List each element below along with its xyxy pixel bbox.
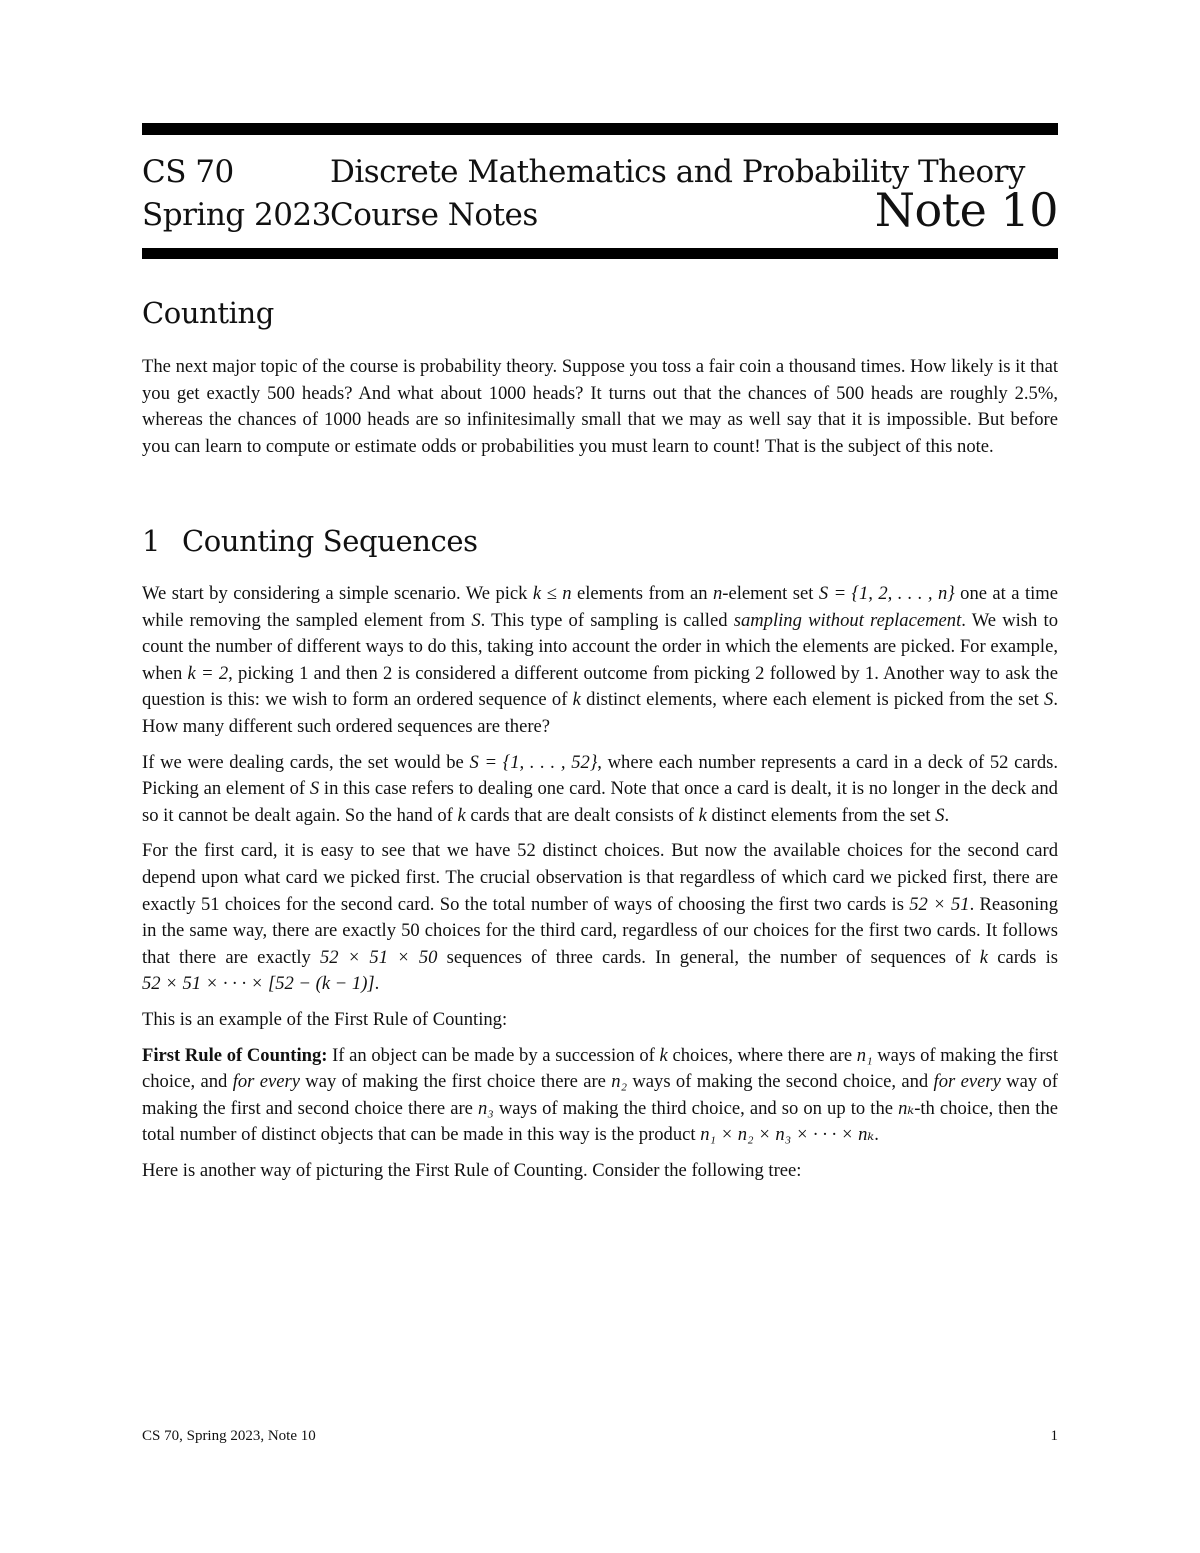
math-inline: n₃	[477, 1097, 494, 1119]
header-top-rule	[142, 123, 1058, 135]
term: Spring 2023	[142, 197, 331, 233]
emphasis-term: for every	[232, 1071, 300, 1093]
math-inline: k	[979, 946, 989, 968]
math-inline: n₂	[611, 1071, 628, 1093]
math-inline: S	[935, 804, 945, 826]
math-inline: k	[698, 804, 707, 826]
paragraph-choices: For the first card, it is easy to see that we have 52 distinct choices. But now the available choices for the second card depend upon what card we picked first. The crucial observation is that regardless of which card we picked first, there are exactly 51 choices for the second card. So the total number of ways of choosing the first two cards is 52 × 51. Reasoning in the same way, there are exactly 50 choices for the third card, regardless of our choices for the first two cards. It follows that there are exactly 52 × 51 × 50 sequences of three cards. In general, the number of sequences of k cards is 52 × 51 × · · · × [52 − (k − 1)].	[142, 840, 1058, 995]
math-inline: S	[309, 778, 320, 800]
paragraph-example: This is an example of the First Rule of Counting:	[142, 1008, 508, 1030]
math-inline: S	[1044, 689, 1054, 711]
rule-label: First Rule of Counting:	[142, 1044, 328, 1066]
math-inline: S = {1, 2, . . . , n}	[818, 583, 955, 604]
section-heading	[142, 524, 478, 558]
paragraph-first-rule: First Rule of Counting: If an object can be made by a succession of k choices, where there are n₁ ways of making the first choice, and for every way of making the first choice there are n₂ ways of making the second choice, and for every way of making the first and second choice there are n₃ ways of making the third choice, and so on up to the nₖ-th choice, then the total number of distinct objects that can be made in this way is the product n₁ × n₂ × n₃ × · · · × nₖ.	[142, 1044, 1058, 1146]
intro-body	[142, 354, 1058, 460]
paragraph-tree-intro: Here is another way of picturing the First Rule of Counting. Consider the following tree:	[142, 1159, 802, 1181]
math-inline: nₖ	[898, 1097, 915, 1119]
course-code: CS 70	[142, 154, 234, 190]
course-title: Discrete Mathematics and Probability Theory	[330, 154, 1025, 190]
paragraph-sampling: We start by considering a simple scenario. We pick k ≤ n elements from an n-element set S = {1, 2, . . . , n} one at a time while removing the sampled element from S. This type of sampling is called sampling without replacement. We wish to count the number of different ways to do this, taking into account the order in which the elements are picked. For example, when k = 2, picking 1 and then 2 is considered a different outcome from picking 2 followed by 1. Another way to ask the question is this: we wish to form an ordered sequence of k distinct elements, where each element is picked from the set S. How many different such ordered sequences are there?	[142, 583, 1058, 737]
math-inline: k ≤ n	[532, 583, 572, 604]
page-number: 1	[1050, 1428, 1058, 1444]
math-inline: k	[659, 1044, 668, 1066]
math-inline: k	[457, 804, 466, 826]
section-body	[142, 581, 1058, 1184]
section-title: Counting Sequences	[182, 524, 478, 558]
section-number: 1	[142, 524, 161, 558]
math-inline: 52 × 51 × 50	[320, 946, 438, 968]
math-inline: S = {1, . . . , 52}	[469, 751, 598, 773]
math-inline: n₁	[856, 1044, 873, 1066]
math-inline: k = 2	[187, 662, 229, 684]
math-inline: S	[471, 609, 481, 631]
math-inline: 52 × 51	[909, 893, 970, 915]
intro-heading: Counting	[142, 296, 274, 330]
footer-text: CS 70, Spring 2023, Note 10	[142, 1428, 316, 1444]
emphasis-term: sampling without replacement	[733, 609, 962, 631]
course-subtitle: Course Notes	[330, 197, 538, 233]
header-bottom-rule	[142, 248, 1058, 259]
math-inline: 52 × 51 × · · · × [52 − (k − 1)]	[142, 973, 375, 995]
intro-paragraph: The next major topic of the course is probability theory. Suppose you toss a fair coin a thousand times. How likely is it that you get exactly 500 heads? And what about 1000 heads? It turns out that the chances of 500 heads are roughly 2.5%, whereas the chances of 1000 heads are so infinitesimally small that we may as well say that it is impossible. But before you can learn to compute or estimate odds or probabilities you must learn to count! That is the subject of this note.	[142, 356, 1058, 457]
note-label: Note 10	[874, 183, 1058, 237]
math-inline: n	[713, 583, 723, 604]
paragraph-cards: If we were dealing cards, the set would be S = {1, . . . , 52}, where each number represents a card in a deck of 52 cards. Picking an element of S in this case refers to dealing one card. Note that once a card is dealt, it is no longer in the deck and so it cannot be dealt again. So the hand of k cards that are dealt consists of k distinct elements from the set S.	[142, 751, 1059, 826]
math-inline: n₁ × n₂ × n₃ × · · · × nₖ	[700, 1124, 875, 1146]
emphasis-term: for every	[933, 1071, 1001, 1093]
math-inline: k	[572, 689, 581, 711]
